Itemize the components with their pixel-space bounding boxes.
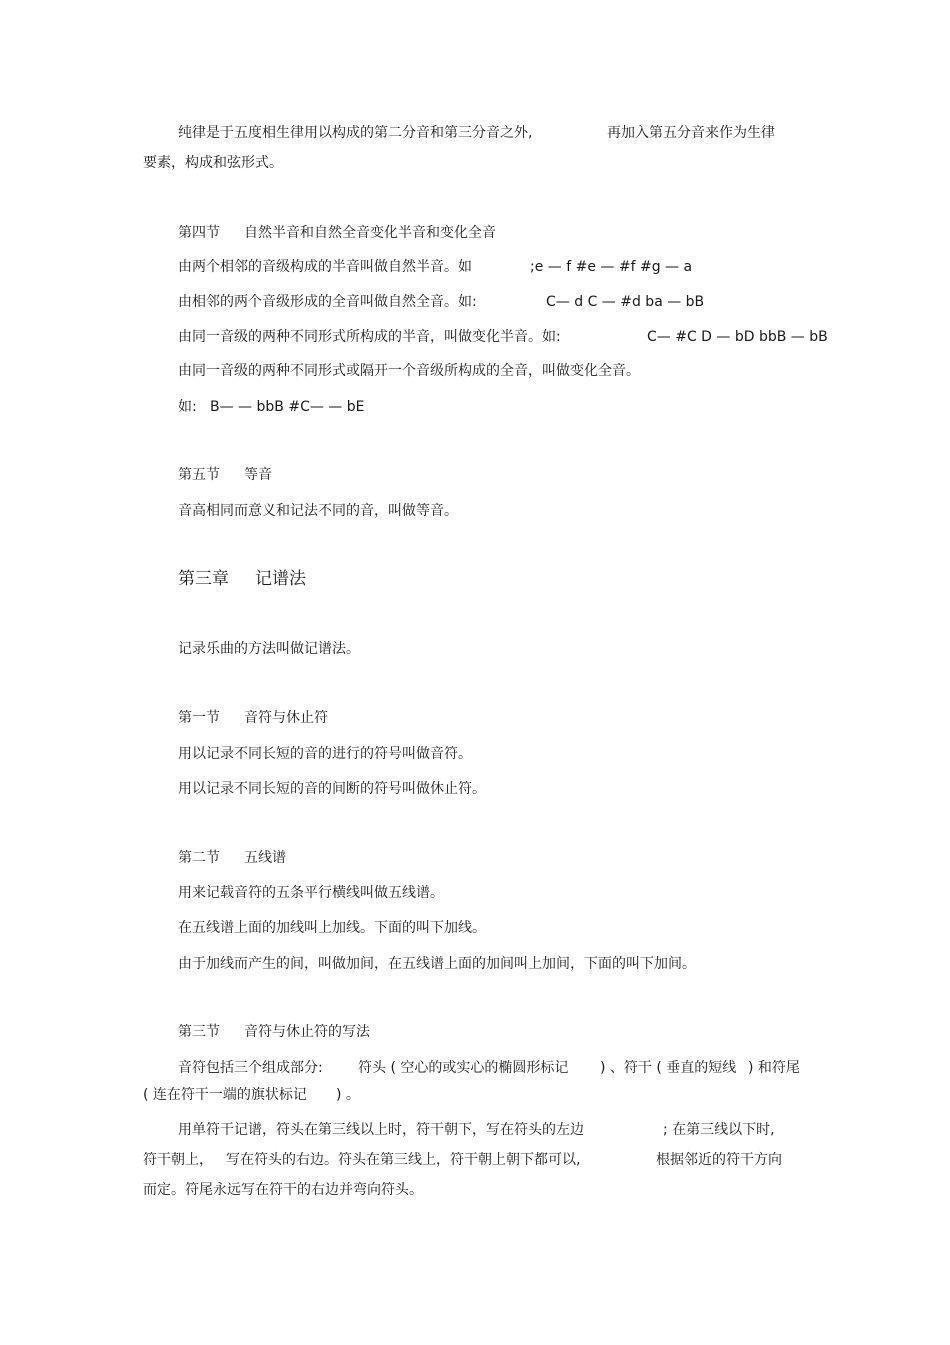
- c3-section2-label: 第二节: [178, 850, 220, 866]
- section4-p1-text: 由两个相邻的音级构成的半音叫做自然半音。如: [178, 259, 472, 275]
- c3-section2-p1: 用来记载音符的五条平行横线叫做五线谱。: [178, 885, 444, 901]
- c3-section3-p1-b: 符头 ( 空心的或实心的椭圆形标记: [358, 1060, 569, 1076]
- intro-line1-a: 纯律是于五度相生律用以构成的第二分音和第三分音之外,: [178, 125, 533, 141]
- c3-section1-title: 音符与休止符: [244, 710, 328, 726]
- section4-p5-label: 如:: [178, 399, 197, 415]
- c3-section1-label: 第一节: [178, 710, 220, 726]
- c3-section1-p2: 用以记录不同长短的音的间断的符号叫做休止符。: [178, 781, 486, 797]
- c3-section2-title: 五线谱: [244, 850, 286, 866]
- section4-p5-example: B— — bbB #C— — bE: [210, 399, 365, 415]
- c3-section3-p2-c: 符干朝上，: [143, 1152, 213, 1168]
- c3-section3-label: 第三节: [178, 1024, 220, 1040]
- chapter3-label: 第三章: [178, 569, 229, 589]
- c3-section3-p1-e: ( 连在符干一端的旗状标记: [143, 1087, 307, 1103]
- section4-label: 第四节: [178, 225, 220, 241]
- c3-section3-p2-d: 写在符头的右边。符头在第三线上，符干朝上朝下都可以,: [226, 1152, 581, 1168]
- c3-section3-p2-e: 根据邻近的符干方向: [656, 1152, 782, 1168]
- c3-section2-p3: 由于加线而产生的间，叫做加间，在五线谱上面的加间叫上加间，下面的叫下加间。: [178, 956, 696, 972]
- c3-section3-p2-b: ; 在第三线以下时,: [663, 1122, 775, 1138]
- c3-section3-p2-f: 而定。符尾永远写在符干的右边并弯向符头。: [143, 1182, 423, 1198]
- c3-section3-p2-a: 用单符干记谱，符头在第三线以上时，符干朝下，写在符头的左边: [178, 1122, 584, 1138]
- c3-section3-p1-f: ) 。: [336, 1087, 360, 1103]
- chapter3-title: 记谱法: [255, 569, 306, 589]
- c3-section3-p1-c: ) 、符干 ( 垂直的短线: [600, 1060, 737, 1076]
- c3-section3-title: 音符与休止符的写法: [244, 1024, 370, 1040]
- section4-p2-text: 由相邻的两个音级形成的全音叫做自然全音。如:: [178, 294, 477, 310]
- section4-p4: 由同一音级的两种不同形式或隔开一个音级所构成的全音，叫做变化全音。: [178, 363, 640, 379]
- section4-title: 自然半音和自然全音变化半音和变化全音: [244, 225, 496, 241]
- section4-p3-text: 由同一音级的两种不同形式所构成的半音，叫做变化半音。如:: [178, 329, 561, 345]
- c3-section1-p1: 用以记录不同长短的音的进行的符号叫做音符。: [178, 746, 472, 762]
- section5-label: 第五节: [178, 467, 220, 483]
- c3-section2-p2: 在五线谱上面的加线叫上加线。下面的叫下加线。: [178, 920, 486, 936]
- c3-section3-p1-a: 音符包括三个组成部分:: [178, 1060, 323, 1076]
- c3-section3-p1-d: ) 和符尾: [748, 1060, 800, 1076]
- chapter3-p1: 记录乐曲的方法叫做记谱法。: [178, 641, 360, 657]
- intro-line2: 要素，构成和弦形式。: [143, 155, 283, 171]
- section5-title: 等音: [244, 467, 272, 483]
- section4-p3-example: C— #C D — bD bbB — bB: [647, 329, 828, 345]
- intro-line1-b: 再加入第五分音来作为生律: [607, 125, 775, 141]
- section5-p1: 音高相同而意义和记法不同的音，叫做等音。: [178, 503, 458, 519]
- section4-p1-example: ;e — f #e — #f #g — a: [530, 259, 693, 275]
- section4-p2-example: C— d C — #d ba — bB: [546, 294, 705, 310]
